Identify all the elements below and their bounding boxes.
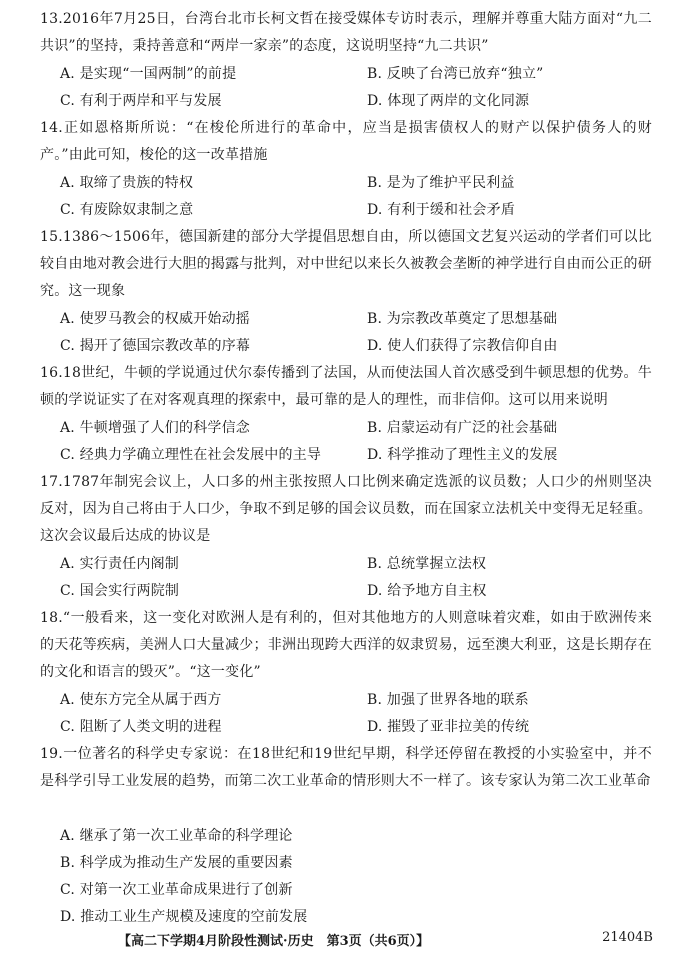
question-17-option-a: A. 实行责任内阁制 [60,556,180,572]
question-16-option-c: C. 经典力学确立理性在社会发展中的主导 [60,447,322,463]
footer-paper-code: 21404B [602,930,653,945]
question-15-option-d: D. 使人们获得了宗教信仰自由 [367,338,558,354]
question-14-option-a: A. 取缔了贵族的特权 [60,175,194,191]
question-19-option-b: B. 科学成为推动生产发展的重要因素 [60,855,293,871]
question-13-option-a: A. 是实现“一国两制”的前提 [60,66,237,82]
question-16-stem: 16.18世纪，牛顿的学说通过伏尔泰传播到了法国，从而使法国人首次感受到牛顿思想的优势。牛顿的学说证实了在对客观真理的探索中，最可靠的是人的理性，而非信仰。这可以用来说明 [40,365,652,408]
question-18-option-a: A. 使东方完全从属于西方 [60,692,222,708]
question-15-stem: 15.1386～1506年，德国新建的部分大学提倡思想自由，所以德国文艺复兴运动的学者们可以比较自由地对教会进行大胆的揭露与批判，对中世纪以来长久被教会垄断的神学进行自由而公正的研究。这一现象 [40,229,652,299]
question-18-option-c: C. 阻断了人类文明的进程 [60,719,222,735]
question-17-stem: 17.1787年制宪会议上，人口多的州主张按照人口比例来确定选派的议员数；人口少的州则坚决反对，因为自己将由于人口少，争取不到足够的国会议员数，而在国家立法机关中变得无足轻重。这次会议最后达成的协议是 [40,474,652,544]
question-13-stem: 13.2016年7月25日，台湾台北市长柯文哲在接受媒体专访时表示，理解并尊重大陆方面对“九二共识”的坚持，秉持善意和“两岸一家亲”的态度，这说明坚持“九二共识” [40,11,652,54]
question-17-option-d: D. 给予地方自主权 [367,583,487,599]
question-13-option-c: C. 有利于两岸和平与发展 [60,93,222,109]
question-17-option-c: C. 国会实行两院制 [60,583,180,599]
question-15-option-a: A. 使罗马教会的权威开始动摇 [60,311,251,327]
question-15-option-c: C. 揭开了德国宗教改革的序幕 [60,338,251,354]
page-footer [0,930,677,952]
question-18-option-b: B. 加强了世界各地的联系 [367,692,529,708]
question-16-option-d: D. 科学推动了理性主义的发展 [367,447,558,463]
question-14-option-c: C. 有废除奴隶制之意 [60,202,194,218]
question-19-option-c: C. 对第一次工业革命成果进行了创新 [60,882,293,898]
question-17-option-b: B. 总统掌握立法权 [367,556,487,572]
question-13-option-d: D. 体现了两岸的文化同源 [367,93,530,109]
question-16-option-b: B. 启蒙运动有广泛的社会基础 [367,420,558,436]
question-18-option-d: D. 摧毁了亚非拉美的传统 [367,719,530,735]
question-15-option-b: B. 为宗教改革奠定了思想基础 [367,311,558,327]
question-19-option-d: D. 推动工业生产规模及速度的空前发展 [60,909,308,925]
question-19-stem: 19.一位著名的科学史专家说：在18世纪和19世纪早期，科学还停留在教授的小实验室中，并不是科学引导工业发展的趋势，而第二次工业革命的情形则大不一样了。该专家认为第二次工业革命 [40,746,652,789]
question-16-option-a: A. 牛顿增强了人们的科学信念 [60,420,251,436]
question-14-option-d: D. 有利于缓和社会矛盾 [367,202,516,218]
question-19-option-a: A. 继承了第一次工业革命的科学理论 [60,828,293,844]
footer-exam-info: 【高二下学期4月阶段性测试·历史 第3页（共6页）】 [118,934,430,949]
question-18-stem: 18.“一般看来，这一变化对欧洲人是有利的，但对其他地方的人则意味着灾难，如由于欧洲传来的天花等疾病，美洲人口大量减少；非洲出现跨大西洋的奴隶贸易，远至澳大利亚，这是长期存在的文化和语言的毁灭”。“这一变化” [40,610,652,680]
question-13-option-b: B. 反映了台湾已放弃“独立” [367,66,544,82]
question-14-stem: 14.正如恩格斯所说：“在梭伦所进行的革命中，应当是损害债权人的财产以保护债务人的财产。”由此可知，梭伦的这一改革措施 [40,120,652,163]
question-14-option-b: B. 是为了维护平民利益 [367,175,515,191]
